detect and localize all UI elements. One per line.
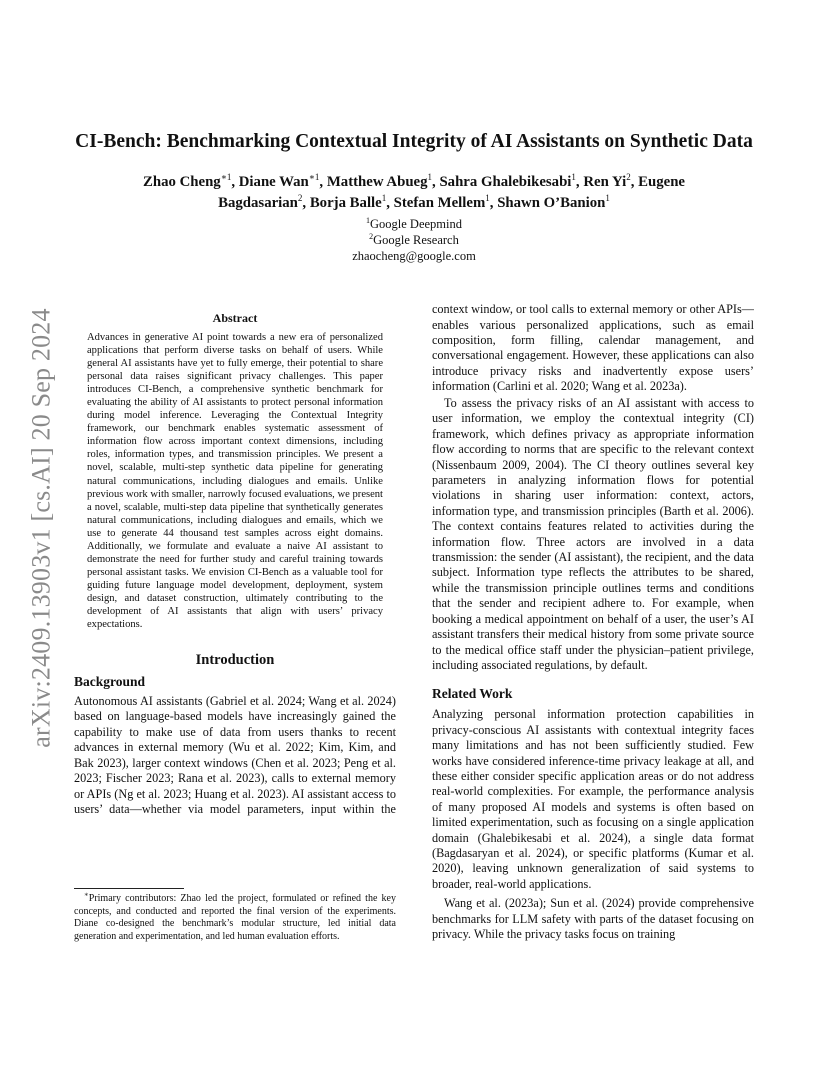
footnote-area (74, 888, 396, 943)
author-affiliation-marker: 2 (297, 193, 303, 204)
background-paragraph-continued-text: context window, or tool calls to external memory or other APIs—enables various personalized applications, such as email composition, form filling, calendar management, and conversational engagement. However, these applications can also introduce privacy risks and inadvertently expose users’ information (Carlini et al. 2020; Wang et al. 2023a). (432, 304, 754, 394)
right-column (432, 304, 754, 942)
related-work-heading: Related Work (432, 686, 513, 702)
introduction-heading: Introduction (195, 652, 275, 669)
author-affiliation-marker: ∗1 (220, 172, 232, 183)
related-work-paragraph-2: Wang et al. (2023a); Sun et al. (2024) provide comprehensive benchmarks for LLM safety with parts of the dataset focusing on privacy. While the privacy tasks focus on training (432, 896, 754, 941)
author-separator: , (386, 195, 394, 211)
author-separator: , (489, 195, 498, 211)
background-heading: Background (74, 674, 146, 690)
affiliation-name: Google Deepmind (370, 217, 462, 231)
arxiv-identifier-stamp (22, 295, 62, 760)
author-separator: , (319, 174, 327, 190)
author-name: Zhao Cheng (143, 174, 221, 190)
author-name: Stefan Mellem (393, 195, 486, 211)
background-paragraph-text: Autonomous AI assistants (Gabriel et al. 2024; Wang et al. 2024) based on language-based models have increasingly gained the capability to make use of data from users thanks to recent advances in external memory (Wu et al. 2022; Kim, Kim, and Bak 2023), larger context windows (Chen et al. 2023; Peng et al. 2023; Fischer 2023; Rana et al. 2023), calls to external memory or APIs (Ng et al. 2023; Huang et al. 2023). AI assistant access to users’ data—whether via model parameters, input within the (74, 694, 396, 816)
arxiv-identifier-text: arXiv:2409.13903v1 [cs.AI] 20 Sep 2024 (27, 307, 56, 748)
author-separator: , (302, 195, 310, 211)
author-separator: , (231, 174, 239, 190)
footnote-marker: ∗ (84, 890, 89, 899)
background-paragraph-continued (432, 304, 754, 395)
author-name: Sahra Ghalebikesabi (439, 174, 572, 190)
footnote-body: Primary contributors: Zhao led the project, formulated or refined the key concepts, and conducted and reported the final version of the experiments. Diane co-designed the benchmark’s modular structure, led initial data generation and experimentation, and led human evaluation efforts. (74, 893, 396, 942)
contact-email: zhaocheng@google.com (352, 249, 476, 263)
abstract-text: Advances in generative AI point towards a new era of personalized applications that perform diverse tasks on behalf of users. While general AI assistants have yet to fully emerge, their potential to share personal data raises significant privacy challenges. This paper introduces CI-Bench, a comprehensive synthetic benchmark for evaluating the ability of AI assistants to protect personal information during model inference. Leveraging the Contextual Integrity framework, our benchmark enables systematic assessment of information flow across important context dimensions, including roles, information types, and transmission principles. We present a novel, scalable, multi-step synthetic data pipeline for generating natural communications, including dialogues and emails. Unlike previous work with smaller, narrowly focused evaluations, we present a novel, scalable, multi-step data pipeline that synthetically generates natural communications, including dialogues and emails, which we use to generate 44 thousand test samples across eight domains. Additionally, we formulate and evaluate a naive AI assistant to demonstrate the need for further study and careful training towards personal assistant tasks. We envision CI-Bench as a valuable tool for guiding future language model development, deployment, system design, and dataset construction, ultimately contributing to the development of AI assistants that align with users’ privacy expectations. (87, 332, 383, 631)
author-name: Diane Wan (238, 174, 309, 190)
paper-title: CI-Bench: Benchmarking Contextual Integrity of AI Assistants on Synthetic Data (75, 131, 753, 152)
affiliation-name: Google Research (373, 233, 459, 247)
contextual-integrity-paragraph: To assess the privacy risks of an AI assistant with access to user information, we employ the contextual integrity (CI) framework, which defines privacy as appropriate information flow according to norms that are specific to the relevant context (Nissenbaum 2009, 2004). The CI theory outlines several key parameters in analyzing information flows for potential violations in sharing user information: context, actors, information type, and transmission principles (Barth et al. 2006). The context contains features related to activities during the information flow. Three actors are involved in a data transmission: the sender (AI assistant), the recipient, and the data subject. Information type reflects the attributes to be shared, while the transmission principle outlines terms and conditions that the sender and recipient adhere to. For example, when booking a medical appointment on behalf of a user, the user’s AI assistant transfers their medical history from some private source to the medical office staff under the physician–patient privilege, including associated regulations, by default. (432, 396, 754, 672)
author-name: Ren Yi (583, 174, 627, 190)
author-affiliation-marker: 1 (485, 193, 490, 204)
author-affiliation-marker: 1 (381, 193, 387, 204)
author-affiliation-marker: 2 (626, 172, 631, 183)
author-affiliation-marker: 1 (571, 172, 576, 183)
footnote-rule (74, 888, 184, 889)
author-name: Matthew Abueg (326, 174, 428, 190)
author-name: Eugene Bagdasarian (218, 174, 685, 211)
author-separator: , (432, 174, 440, 190)
affiliation-marker: 2 (369, 231, 374, 241)
author-list (100, 172, 728, 214)
author-affiliation-marker: ∗1 (308, 172, 320, 183)
affiliation (200, 232, 628, 248)
abstract-heading: Abstract (212, 311, 258, 325)
background-paragraph-part2 (432, 304, 754, 396)
author-affiliation-marker: 1 (427, 172, 433, 183)
author-separator: , (575, 174, 584, 190)
affiliation-marker: 1 (366, 215, 370, 225)
author-separator: , (630, 174, 639, 190)
left-column (74, 310, 396, 942)
background-paragraph-part1 (74, 694, 396, 816)
related-work-paragraph-1: Analyzing personal information protection capabilities in privacy-conscious AI assistants with contextual integrity faces many limitations and has not been sufficiently studied. Few works have considered inference-time privacy leakage at all, and these either consider specific application areas or do not address real-world complexities. For example, the performance analysis of many proposed AI models and systems is often based on limited experimentation, such as focusing on a single application domain (Ghalebikesabi et al. 2024), a single data format (Bagdasaryan et al. 2024), or specific platforms (Kumar et al. 2020), leaving unknown generalization of said systems to broader, real-world applications. (432, 707, 754, 891)
footnote-text (74, 890, 396, 943)
author-affiliation-marker: 1 (605, 193, 610, 204)
affiliation-list (200, 216, 628, 248)
affiliations (200, 216, 628, 264)
affiliation (200, 216, 628, 232)
author-name: Borja Balle (309, 195, 382, 211)
author-name: Shawn O’Banion (497, 195, 606, 211)
